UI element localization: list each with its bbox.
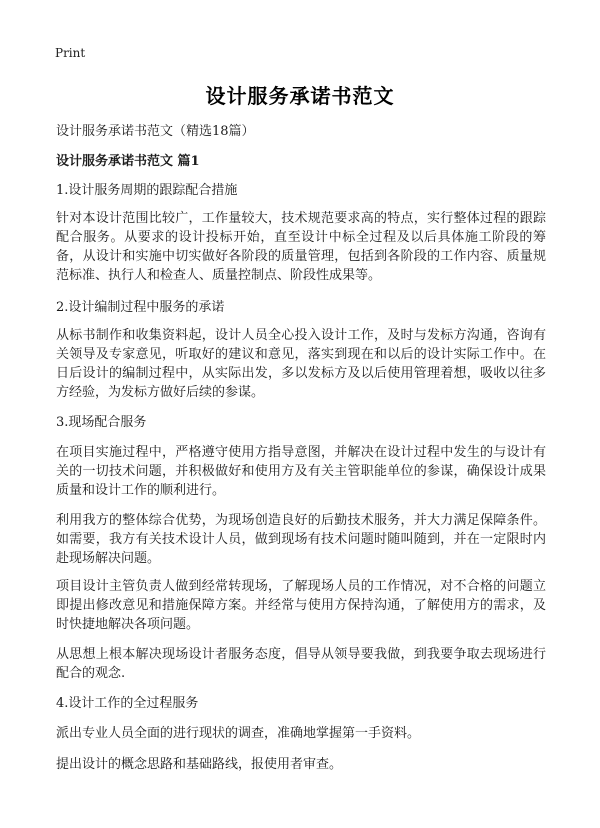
paragraph-1: 针对本设计范围比较广，工作量较大，技术规范要求高的特点，实行整体过程的跟踪配合服务。从要求的设计投标开始，直至设计中标全过程及以后具体施工阶段的筹备，从设计和实施中切实做好各阶段的质量管理，包括到各阶段的工作内容、质量规范标准、执行人和检查人、质量控制点、阶段性成果等。 <box>56 211 546 283</box>
document-subtitle: 设计服务承诺书范文（精选18篇） <box>56 124 255 139</box>
heading-1: 1.设计服务周期的跟踪配合措施 <box>56 183 238 198</box>
heading-3: 3.现场配合服务 <box>56 415 147 430</box>
document-title: 设计服务承诺书范文 <box>205 84 395 108</box>
paragraph-6: 从思想上根本解决现场设计者服务态度，倡导从领导要我做，到我要争取去现场进行配合的观念. <box>56 647 546 681</box>
paragraph-5: 项目设计主管负责人做到经常转现场，了解现场人员的工作情况，对不合格的问题立即提出修改意见和措施保障方案。并经常与使用方保持沟通，了解使用方的需求，及时快捷地解决各项问题。 <box>56 579 546 632</box>
paragraph-2: 从标书制作和收集资料起，设计人员全心投入设计工作，及时与发标方沟通，咨询有关领导及专家意见，听取好的建议和意见，落实到现在和以后的设计实际工作中。在日后设计的编制过程中，从实际出发，多以发标方及以后使用管理着想，吸收以往多方经验，为发标方做好后续的参谋。 <box>56 328 546 400</box>
paragraph-4: 利用我方的整体综合优势，为现场创造良好的后勤技术服务，并大力满足保障条件。如需要，我方有关技术设计人员，做到现场有技术问题时随叫随到，并在一定限时内赴现场解决问题。 <box>56 513 546 566</box>
heading-2: 2.设计编制过程中服务的承诺 <box>56 300 225 315</box>
paragraph-8: 提出设计的概念思路和基础路线，报使用者审查。 <box>56 757 343 772</box>
section-title: 设计服务承诺书范文 篇1 <box>56 154 200 169</box>
paragraph-7: 派出专业人员全面的进行现状的调查，准确地掌握第一手资料。 <box>56 726 421 741</box>
print-label[interactable]: Print <box>55 46 86 60</box>
paragraph-3: 在项目实施过程中，严格遵守使用方指导意图，并解决在设计过程中发生的与设计有关的一切技术问题，并积极做好和使用方及有关主管职能单位的参谋，确保设计成果质量和设计工作的顺利进行。 <box>56 445 546 498</box>
heading-4: 4.设计工作的全过程服务 <box>56 696 199 711</box>
